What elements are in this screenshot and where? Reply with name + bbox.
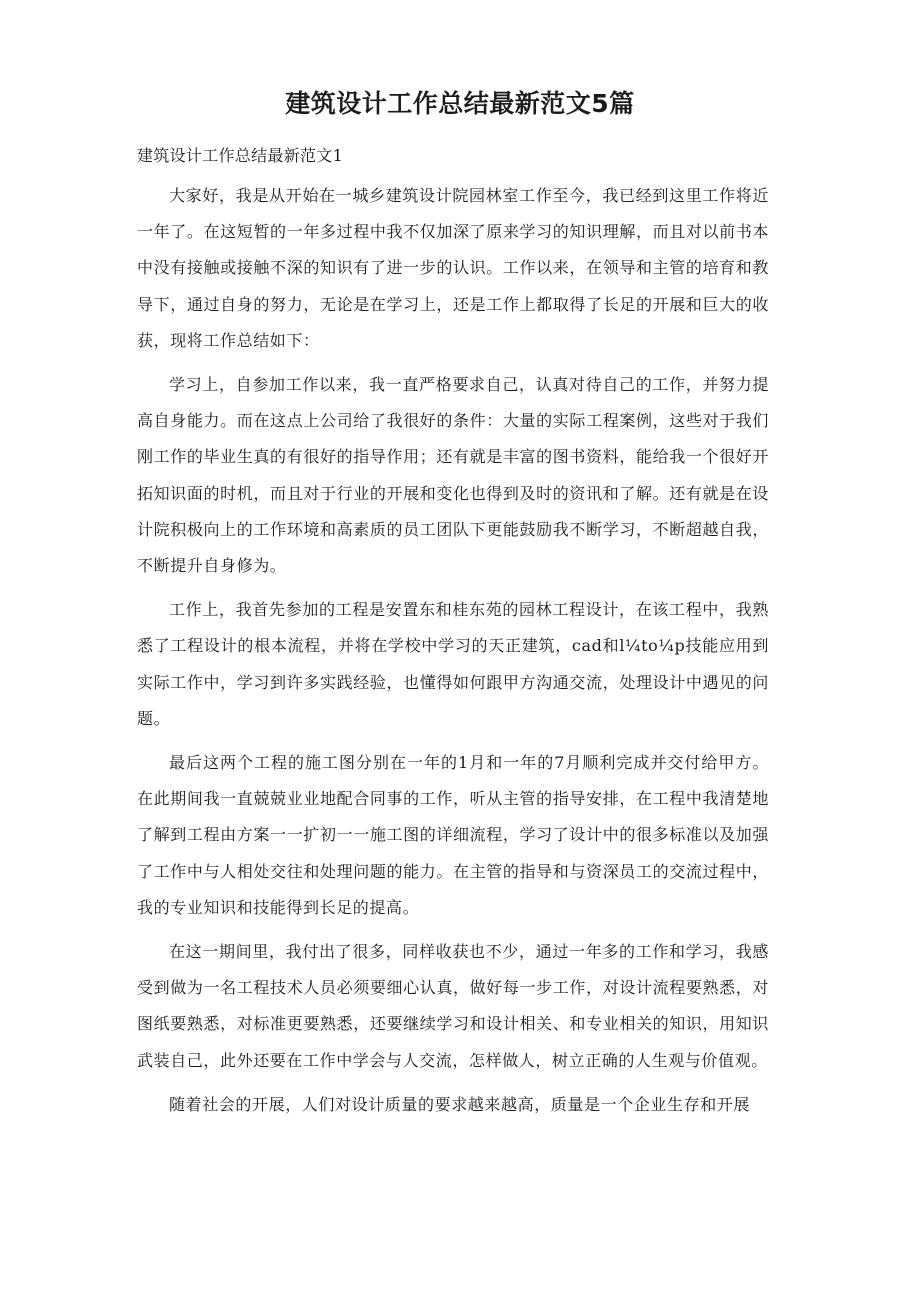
paragraph-reflection: 在这一期间里，我付出了很多，同样收获也不少，通过一年多的工作和学习，我感受到做为一名工程技术人员必须要细心认真，做好每一步工作，对设计流程要熟悉，对图纸要熟悉，对标准更要熟悉，还要继续学习和设计相关、和专业相关的知识，用知识武装自己，此外还要在工作中学会与人交流，怎样做人，树立正确的人生观与价值观。 [137,942,769,1070]
paragraph-delivery: 最后这两个工程的施工图分别在一年的1月和一年的7月顺利完成并交付给甲方。在此期间我一直兢兢业业地配合同事的工作，听从主管的指导安排，在工程中我清楚地了解到工程由方案一一扩初一一施工图的详细流程，学习了设计中的很多标准以及加强了工作中与人相处交往和处理问题的能力。在主管的指导和与资深员工的交流过程中，我的专业知识和技能得到长足的提高。 [137,753,769,917]
paragraph-quality: 随着社会的开展，人们对设计质量的要求越来越高，质量是一个企业生存和开展 [169,1094,751,1114]
paragraph-study: 学习上，自参加工作以来，我一直严格要求自己，认真对待自己的工作，并努力提高自身能力。而在这点上公司给了我很好的条件：大量的实际工程案例，这些对于我们刚工作的毕业生真的有很好的指导作用；还有就是丰富的图书资料，能给我一个很好开拓知识面的时机，而且对于行业的开展和变化也得到及时的资讯和了解。还有就是在设计院积极向上的工作环境和高素质的员工团队下更能鼓励我不断学习，不断超越自我，不断提升自身修为。 [137,375,769,576]
section-heading: 建筑设计工作总结最新范文1 [137,146,344,165]
paragraph-intro: 大家好，我是从开始在一城乡建筑设计院园林室工作至今，我已经到这里工作将近一年了。在这短暂的一年多过程中我不仅加深了原来学习的知识理解，而且对以前书本中没有接触或接触不深的知识有了进一步的认识。工作以来，在领导和主管的培育和教导下，通过自身的努力，无论是在学习上，还是工作上都取得了长足的开展和巨大的收获，现将工作总结如下： [137,186,769,350]
document-body [137,178,769,1131]
document-title: 建筑设计工作总结最新范文5篇 [285,89,635,118]
paragraph-work: 工作上，我首先参加的工程是安置东和桂东苑的园林工程设计，在该工程中，我熟悉了工程设计的根本流程，并将在学校中学习的天正建筑，cad和l¼to¼p技能应用到实际工作中，学习到许多实践经验，也懂得如何跟甲方沟通交流，处理设计中遇见的问题。 [137,600,769,728]
